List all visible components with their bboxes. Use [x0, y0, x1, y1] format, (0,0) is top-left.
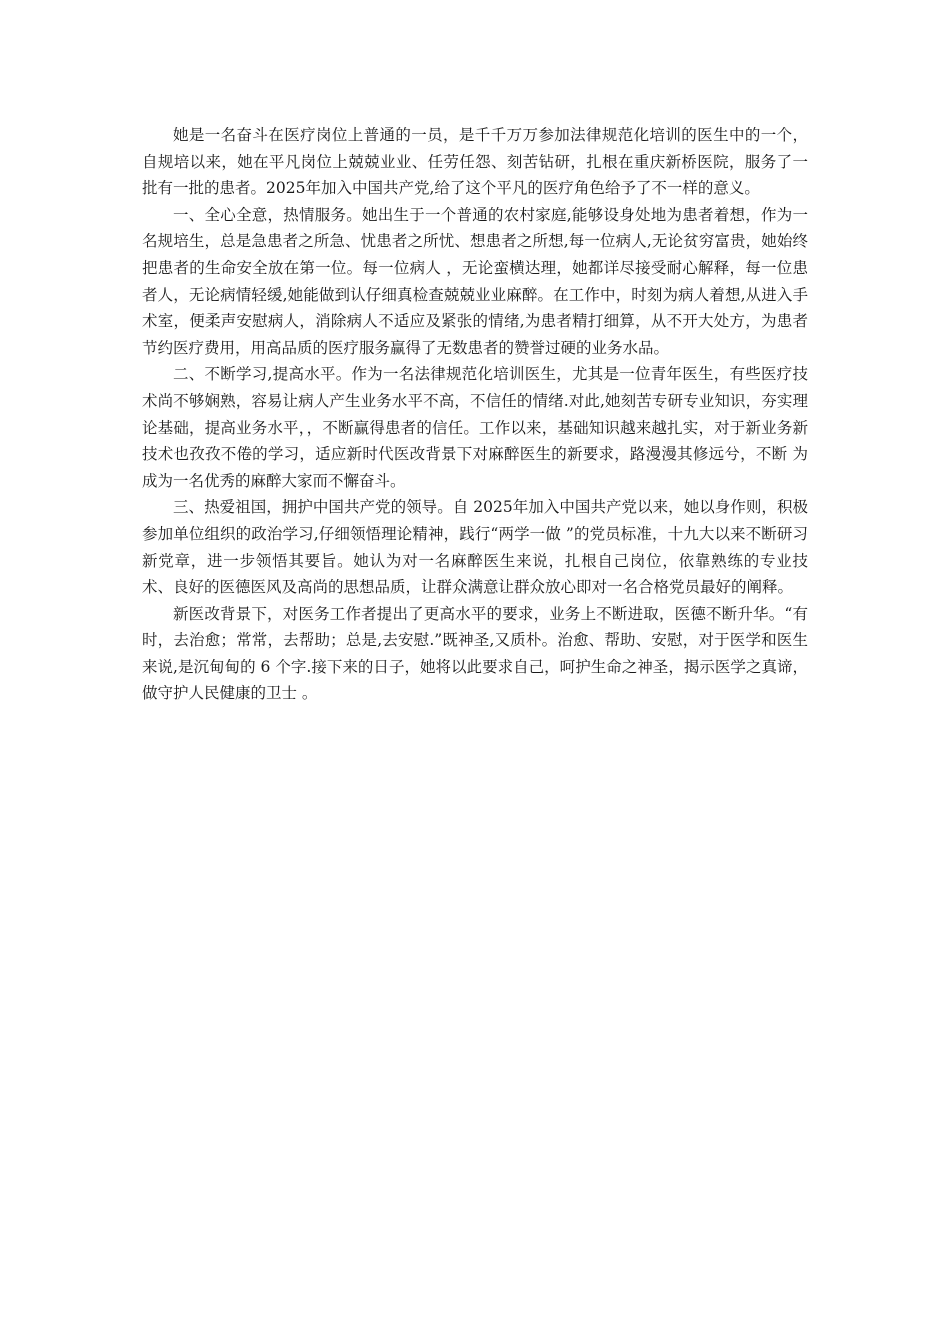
paragraph-intro: 她是一名奋斗在医疗岗位上普通的一员，是千千万万参加法律规范化培训的医生中的一个，自规培以来，她在平凡岗位上兢兢业业、任劳任怨、刻苦钻研，扎根在重庆新桥医院，服务了一批有一批的患者。2025年加入中国共产党,给了这个平凡的医疗角色给予了不一样的意义。: [142, 126, 808, 198]
paragraph-section-one: 一、全心全意，热情服务。她出生于一个普通的农村家庭,能够设身处地为患者着想，作为一名规培生，总是急患者之所急、忧患者之所忧、想患者之所想,每一位病人,无论贫穷富贵，她始终把患者的生命安全放在第一位。每一位病人 ，无论蛮横达理，她都详尽接受耐心解释，每一位患者人，无论病情轻缓,她能做到认仔细真检查兢兢业业麻醉。在工作中，时刻为病人着想,从进入手术室，便柔声安慰病人，消除病人不适应及紧张的情绪,为患者精打细算，从不开大处方，为患者节约医疗费用，用高品质的医疗服务赢得了无数患者的赞誉过硬的业务水品。: [142, 205, 808, 357]
paragraph-conclusion: 新医改背景下，对医务工作者提出了更高水平的要求，业务上不断进取，医德不断升华。“有时，去治愈；常常，去帮助；总是,去安慰.”既神圣,又质朴。治愈、帮助、安慰，对于医学和医生来说,是沉甸甸的 6 个字.接下来的日子，她将以此要求自己，呵护生命之神圣，揭示医学之真谛，做守护人民健康的卫士 。: [142, 604, 808, 703]
paragraph-section-three: 三、热爱祖国，拥护中国共产党的领导。自 2025年加入中国共产党以来，她以身作则，积极参加单位组织的政治学习,仔细领悟理论精神，践行“两学一做 ”的党员标准，十九大以来不断研习新党章，进一步领悟其要旨。她认为对一名麻醉医生来说，扎根自己岗位，依靠熟练的专业技术、良好的医德医风及高尚的思想品质，让群众满意让群众放心即对一名合格党员最好的阐释。: [142, 498, 808, 597]
paragraph-section-two: 二、不断学习,提高水平。作为一名法律规范化培训医生，尤其是一位青年医生，有些医疗技术尚不够娴熟，容易让病人产生业务水平不高，不信任的情绪.对此,她刻苦专研专业知识，夯实理论基础，提高业务水平，，不断赢得患者的信任。工作以来，基础知识越来越扎实，对于新业务新技术也孜孜不倦的学习，适应新时代医改背景下对麻醉医生的新要求，路漫漫其修远兮，不断 为成为一名优秀的麻醉大家而不懈奋斗。: [142, 365, 808, 490]
document-body: [142, 122, 808, 707]
